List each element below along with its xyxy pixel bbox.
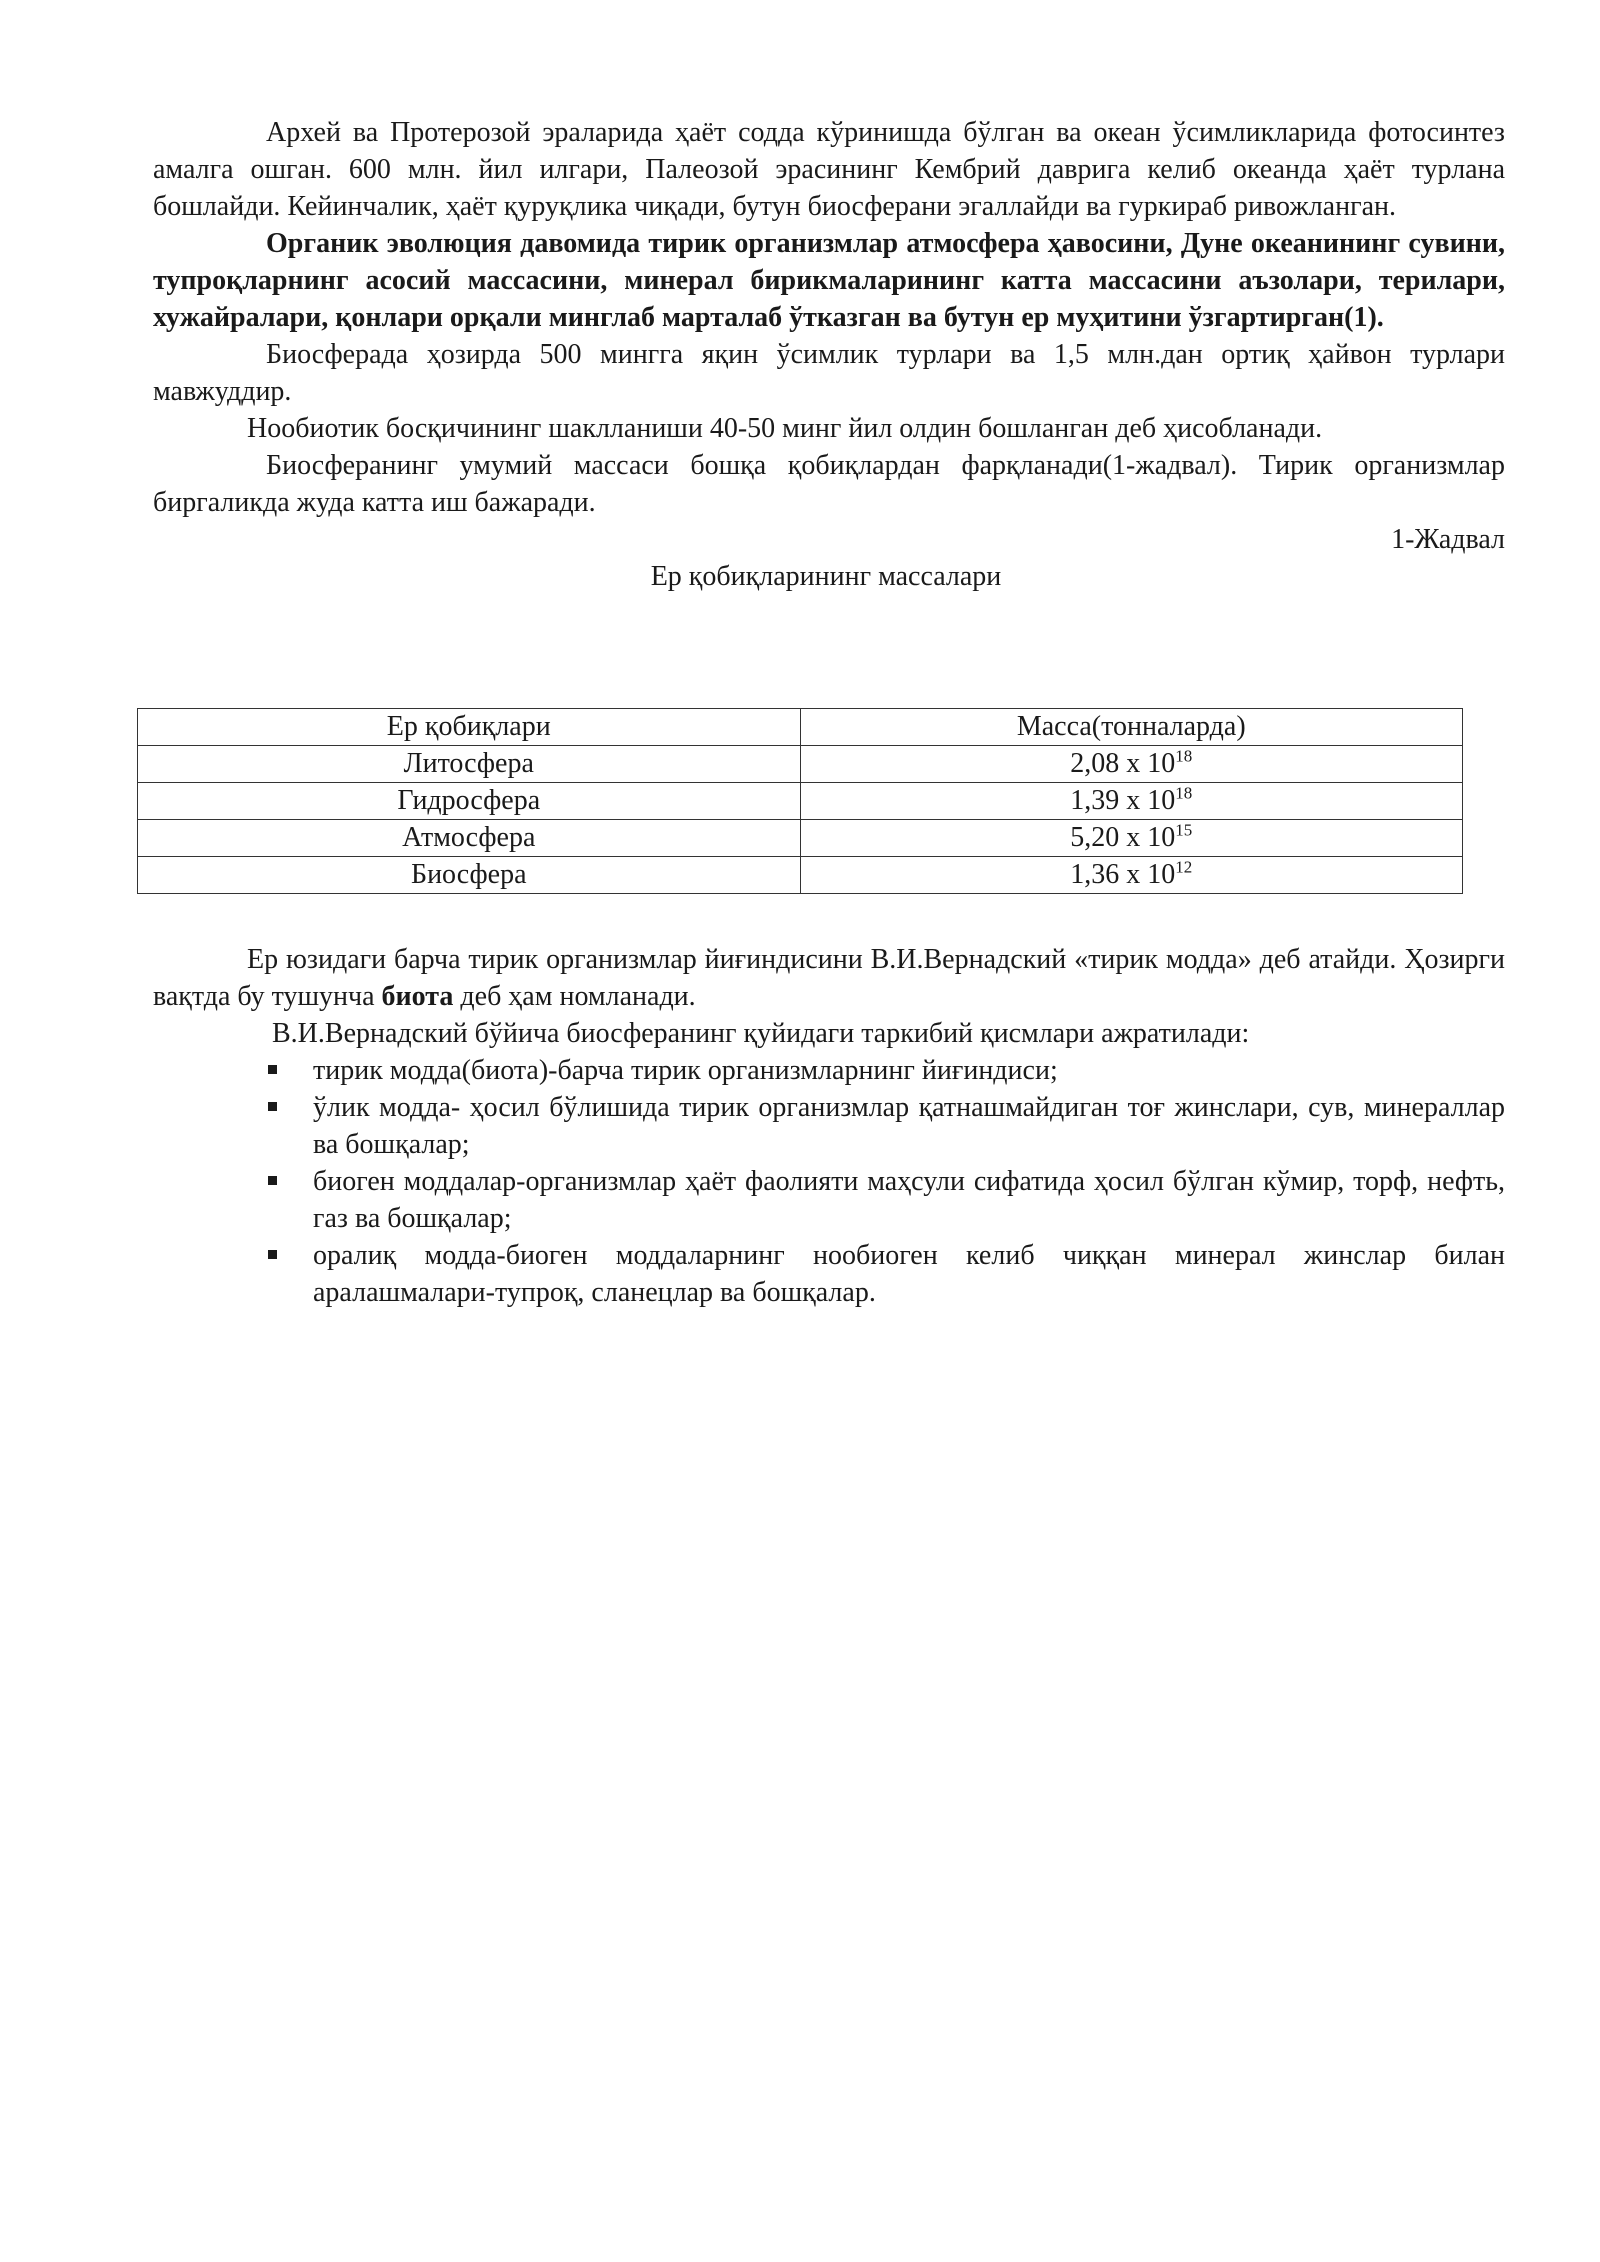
shell-mass	[800, 783, 1463, 820]
mass-table	[137, 708, 1463, 894]
vernadsky-text-b: деб ҳам номланади.	[453, 981, 696, 1012]
list-item	[153, 1052, 1505, 1089]
shell-name: Атмосфера	[138, 820, 801, 857]
paragraph-biosphere-mass: Биосферанинг умумий массаси бошқа қобиқлардан фарқланади(1-жадвал). Тирик организмлар биргаликда жуда катта иш бажаради.	[153, 450, 1505, 518]
table-row	[138, 746, 1463, 783]
bullet-square-icon	[268, 1065, 277, 1074]
table-row	[138, 820, 1463, 857]
paragraph-evolution: Органик эволюция давомида тирик организмлар атмосфера ҳавосини, Дуне океанининг сувини, тупроқларнинг асосий массасини, минерал бирикмаларининг катта массасини аъзолари, терилари, хужайралари, қонлари орқали минглаб марталаб ўтказган ва бутун ер муҳитини ўзгартирган(1).	[153, 228, 1505, 333]
biota-term: биота	[381, 981, 454, 1012]
shell-name: Биосфера	[138, 857, 801, 894]
bullet-square-icon	[268, 1102, 277, 1111]
vernadsky-text-a: Ер юзидаги барча тирик организмлар йиғиндисини В.И.Вернадский «тирик модда» деб атайди. Ҳозирги вақтда бу тушунча	[153, 944, 1505, 1012]
shell-mass	[800, 857, 1463, 894]
list-item-text: ўлик модда- ҳосил бўлишида тирик организмлар қатнашмайдиган тоғ жинслари, сув, минераллар ва бошқалар;	[313, 1092, 1505, 1160]
list-item-text: оралиқ модда-биоген моддаларнинг нообиоген келиб чиққан минерал жинслар билан аралашмалари-тупроқ, сланецлар ва бошқалар.	[313, 1240, 1505, 1308]
table-header-row	[138, 709, 1463, 746]
table-row	[138, 857, 1463, 894]
shell-name: Литосфера	[138, 746, 801, 783]
mass-exponent: 18	[1175, 746, 1193, 766]
list-item	[153, 1163, 1505, 1237]
mass-exponent: 18	[1175, 783, 1193, 803]
header-mass: Масса(тонналарда)	[800, 709, 1463, 746]
mass-mantissa: 2,08 х 10	[1070, 748, 1176, 779]
intro-section	[153, 114, 1505, 595]
header-shells: Ер қобиқлари	[138, 709, 801, 746]
table-label: 1-Жадвал	[1391, 524, 1505, 555]
list-item-text: тирик модда(биота)-барча тирик организмларнинг йиғиндиси;	[313, 1055, 1058, 1086]
table-caption: Ер қобиқларининг массалари	[650, 561, 1002, 592]
paragraph-components: В.И.Вернадский бўйича биосферанинг қуйидаги таркибий қисмлари ажратилади:	[272, 1018, 1250, 1049]
biota-section	[153, 941, 1505, 1311]
shell-name: Гидросфера	[138, 783, 801, 820]
bullet-square-icon	[268, 1250, 277, 1259]
shell-mass	[800, 820, 1463, 857]
shell-mass	[800, 746, 1463, 783]
components-list	[153, 1052, 1505, 1311]
bullet-square-icon	[268, 1176, 277, 1185]
mass-mantissa: 5,20 х 10	[1070, 822, 1176, 853]
table-row	[138, 783, 1463, 820]
list-item	[153, 1089, 1505, 1163]
list-item	[153, 1237, 1505, 1311]
paragraph-species: Биосферада ҳозирда 500 мингга яқин ўсимлик турлари ва 1,5 млн.дан ортиқ ҳайвон турлари мавжуддир.	[153, 339, 1505, 407]
mass-mantissa: 1,36 х 10	[1070, 859, 1176, 890]
mass-exponent: 12	[1175, 857, 1193, 877]
paragraph-archean: Архей ва Протерозой эраларида ҳаёт содда кўринишда бўлган ва океан ўсимликларида фотосинтез амалга ошган. 600 млн. йил илгари, Палеозой эрасининг Кембрий даврига келиб океанда ҳаёт турлана бошлайди. Кейинчалик, ҳаёт қуруқлика чиқади, бутун биосферани эгаллайди ва гуркираб ривожланган.	[153, 117, 1505, 222]
paragraph-noobiotic: Нообиотик босқичининг шаклланиши 40-50 минг йил олдин бошланган деб ҳисобланади.	[247, 413, 1323, 444]
paragraph-vernadsky	[153, 941, 1505, 1015]
mass-mantissa: 1,39 х 10	[1070, 785, 1176, 816]
mass-exponent: 15	[1175, 820, 1193, 840]
list-item-text: биоген моддалар-организмлар ҳаёт фаолияти маҳсули сифатида ҳосил бўлган кўмир, торф, нефть, газ ва бошқалар;	[313, 1166, 1505, 1234]
